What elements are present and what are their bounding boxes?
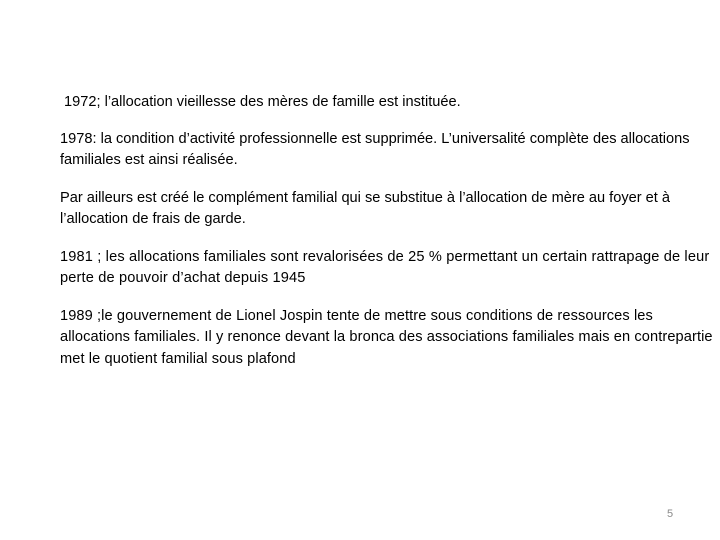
paragraph-1989: 1989 ;le gouvernement de Lionel Jospin tente de mettre sous conditions de ressources les allocations familiales. Il y renonce devant la bronca des associations familiales mais en contrepartie met le quotient familial sous plafond (60, 307, 713, 367)
paragraph-1981: 1981 ; les allocations familiales sont revalorisées de 25 % permettant un certain rattrapage de leur perte de pouvoir d’achat depuis 1945 (60, 248, 710, 286)
paragraph-1978: 1978: la condition d’activité professionnelle est supprimée. L’universalité complète des allocations familiales est ainsi réalisée. (60, 130, 690, 168)
paragraph-1972: 1972; l’allocation vieillesse des mères de famille est instituée. (64, 94, 461, 110)
paragraph-complement-familial: Par ailleurs est créé le complément familial qui se substitue à l’allocation de mère au foyer et à l’allocation de frais de garde. (60, 189, 670, 227)
slide-body-text (60, 92, 715, 386)
page-number: 5 (667, 508, 674, 520)
